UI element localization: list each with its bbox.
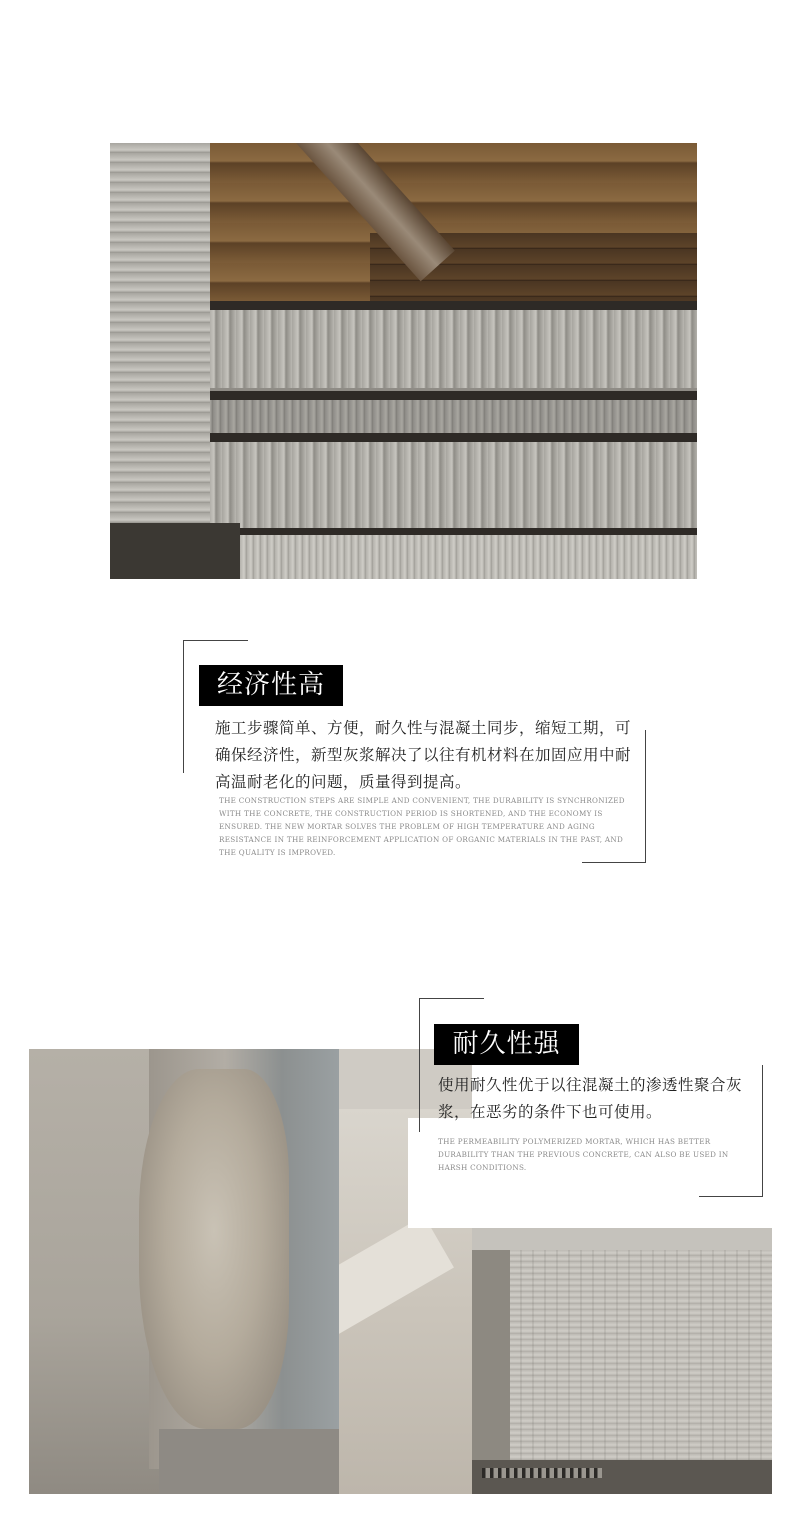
feature-english-durability: THE PERMEABILITY POLYMERIZED MORTAR, WHICH HAS BETTER DURABILITY THAN THE PREVIOUS CONCRETE, CAN ALSO BE USED IN HARSH CONDITIONS. (438, 1137, 729, 1172)
mesh-wall (240, 535, 697, 579)
shadow-area (110, 523, 240, 579)
feature-description-durability: 使用耐久性优于以往混凝土的渗透性聚合灰浆，在恶劣的条件下也可使用。 (438, 1076, 743, 1121)
feature-description-economy: 施工步骤简单、方便，耐久性与混凝土同步，缩短工期，可确保经济性，新型灰浆解决了以往有机材料在加固应用中耐高温耐老化的问题，质量得到提高。 (215, 719, 632, 791)
ceiling (472, 1228, 772, 1250)
reinforced-beam-upper (180, 308, 697, 388)
steel-strip (205, 433, 697, 442)
feature-title-economy: 经济性高 (199, 665, 343, 706)
side-wall (472, 1250, 510, 1494)
spalled-concrete (139, 1069, 289, 1429)
reinforced-column (110, 143, 210, 579)
steel-strip (205, 391, 697, 400)
column-base (159, 1429, 339, 1494)
steel-strip (205, 301, 697, 310)
finished-wall-photo (472, 1228, 772, 1494)
feature-english-economy: THE CONSTRUCTION STEPS ARE SIMPLE AND CONVENIENT, THE DURABILITY IS SYNCHRONIZED WITH THE CONCRETE, THE CONSTRUCTION PERIOD IS SHORTENED, AND THE ECONOMY IS ENSURED. THE NEW MORTAR SOLVES THE PROBLEM OF HIGH TEMPERATURE AND AGING RESISTANCE IN THE REINFORCEMENT APPLICATION OF ORGANIC MATERIALS IN THE PAST, AND THE QUALITY IS IMPROVED. (219, 796, 625, 857)
feature-title-durability: 耐久性强 (434, 1024, 579, 1065)
ceiling-beam-photo (110, 143, 697, 579)
mesh-lines (510, 1250, 772, 1460)
scaffold-rail (482, 1468, 602, 1478)
reinforced-beam-lower (180, 433, 697, 528)
damaged-column-photo (29, 1049, 472, 1494)
beam-gap (205, 395, 697, 433)
